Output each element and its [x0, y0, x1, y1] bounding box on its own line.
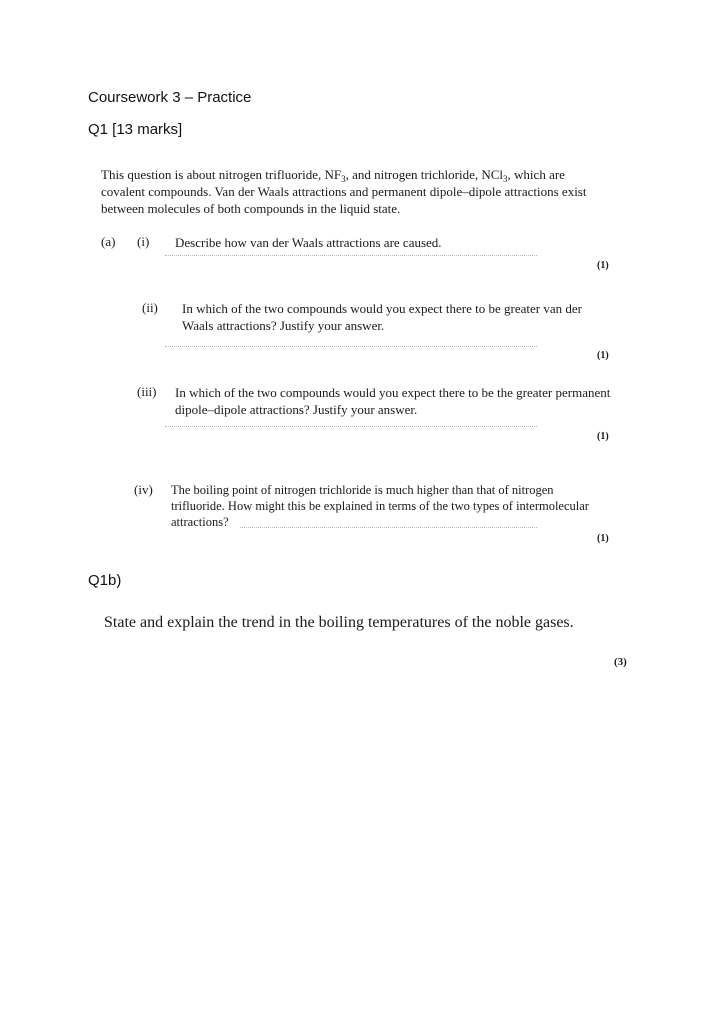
part-i-number: (i) — [137, 234, 150, 249]
q1b-heading: Q1b) — [88, 572, 122, 589]
q1-intro — [101, 166, 661, 217]
part-iii-answer-line[interactable] — [165, 426, 537, 427]
part-ii-answer-line[interactable] — [165, 346, 537, 347]
part-iv-number: (iv) — [134, 482, 153, 497]
q1b-marks: (3) — [614, 656, 627, 668]
part-i-marks: (1) — [597, 260, 609, 271]
part-i-answer-line[interactable] — [165, 255, 537, 256]
part-iii-line-1: In which of the two compounds would you expect there to be the greater permanent — [175, 385, 611, 400]
q1b-question: State and explain the trend in the boiling temperatures of the noble gases. — [104, 614, 574, 631]
part-iii-question — [175, 384, 675, 418]
intro-text-c: , which are — [507, 167, 565, 182]
part-iv-line-2: trifluoride. How might this be explained in terms of the two types of intermolecular — [171, 499, 589, 513]
part-iv-line-1: The boiling point of nitrogen trichloride is much higher than that of nitrogen — [171, 483, 554, 497]
part-iii-line-2: dipole–dipole attractions? Justify your answer. — [175, 402, 418, 417]
part-iv-answer-line[interactable] — [240, 527, 537, 528]
part-ii-question — [182, 300, 672, 334]
part-ii-line-2: Waals attractions? Justify your answer. — [182, 318, 385, 333]
part-ii-number: (ii) — [142, 300, 158, 315]
intro-subscript-2: 3 — [503, 174, 508, 184]
q1-intro-line-2: covalent compounds. Van der Waals attractions and permanent dipole–dipole attractions exist — [101, 184, 587, 199]
intro-subscript-1: 3 — [341, 174, 346, 184]
part-ii-line-1: In which of the two compounds would you expect there to be greater van der — [182, 301, 582, 316]
intro-text-a: This question is about nitrogen trifluoride, NF — [101, 167, 342, 182]
q1-intro-line-1 — [101, 166, 661, 183]
q1-heading: Q1 [13 marks] — [88, 121, 183, 138]
intro-text-b: , and nitrogen trichloride, NCl — [345, 167, 504, 182]
part-ii-marks: (1) — [597, 350, 609, 361]
part-a-label: (a) — [101, 234, 116, 249]
part-iii-marks: (1) — [597, 431, 609, 442]
q1-intro-line-3: between molecules of both compounds in the liquid state. — [101, 201, 401, 216]
part-iv-line-3: attractions? — [171, 515, 229, 529]
part-iii-number: (iii) — [137, 384, 157, 399]
page-title: Coursework 3 – Practice — [88, 89, 252, 106]
part-i-question: Describe how van der Waals attractions are caused. — [175, 235, 442, 250]
part-iv-question — [171, 482, 671, 530]
part-iv-marks: (1) — [597, 533, 609, 544]
